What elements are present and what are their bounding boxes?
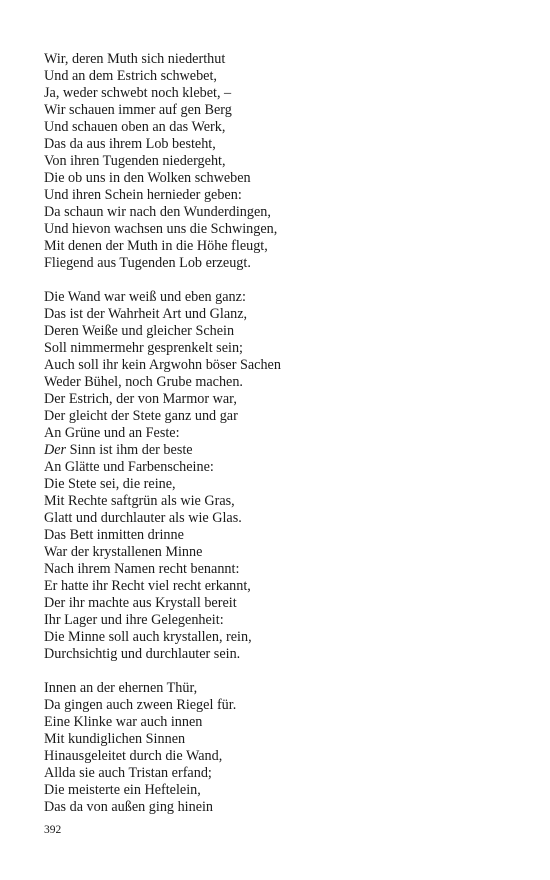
- stanza-3: [44, 680, 514, 816]
- poem-line: Die Minne soll auch krystallen, rein,: [44, 629, 252, 645]
- poem-line: Hinausgeleitet durch die Wand,: [44, 748, 223, 764]
- poem-line: Soll nimmermehr gesprenkelt sein;: [44, 340, 243, 356]
- poem-line: Wir schauen immer auf gen Berg: [44, 102, 232, 118]
- poem-line: Innen an der ehernen Thür,: [44, 680, 198, 696]
- poem-line: Deren Weiße und gleicher Schein: [44, 323, 235, 339]
- poem-line: Allda sie auch Tristan erfand;: [44, 765, 212, 781]
- poem-text: [44, 51, 514, 833]
- stanza-2: [44, 289, 514, 663]
- poem-line: Nach ihrem Namen recht benannt:: [44, 561, 240, 577]
- poem-line: Und hievon wachsen uns die Schwingen,: [44, 221, 278, 237]
- poem-line: Der Estrich, der von Marmor war,: [44, 391, 237, 407]
- poem-line: An Grüne und an Feste:: [44, 425, 180, 441]
- poem-line: Da schaun wir nach den Wunderdingen,: [44, 204, 271, 220]
- poem-line: Und schauen oben an das Werk,: [44, 119, 226, 135]
- poem-line: Ja, weder schwebt noch klebet, –: [44, 85, 232, 101]
- poem-line: War der krystallenen Minne: [44, 544, 203, 560]
- poem-line: Die Wand war weiß und eben ganz:: [44, 289, 246, 305]
- stanza-1: [44, 51, 514, 272]
- poem-line-italic-lead: [44, 442, 514, 459]
- italic-word: Der: [44, 442, 67, 458]
- poem-line: Wir, deren Muth sich niederthut: [44, 51, 226, 67]
- poem-line: Und ihren Schein hernieder geben:: [44, 187, 242, 203]
- poem-line: Das da aus ihrem Lob besteht,: [44, 136, 216, 152]
- poem-line: Die meisterte ein Heftelein,: [44, 782, 201, 798]
- poem-line: Das ist der Wahrheit Art und Glanz,: [44, 306, 248, 322]
- poem-line: Mit Rechte saftgrün als wie Gras,: [44, 493, 235, 509]
- poem-line: Auch soll ihr kein Argwohn böser Sachen: [44, 357, 281, 373]
- poem-line: Da gingen auch zween Riegel für.: [44, 697, 237, 713]
- poem-line: Das da von außen ging hinein: [44, 799, 214, 815]
- poem-line: Mit kundiglichen Sinnen: [44, 731, 186, 747]
- poem-line: Glatt und durchlauter als wie Glas.: [44, 510, 242, 526]
- poem-line: Er hatte ihr Recht viel recht erkannt,: [44, 578, 251, 594]
- poem-line: Durchsichtig und durchlauter sein.: [44, 646, 241, 662]
- poem-line: Eine Klinke war auch innen: [44, 714, 203, 730]
- page-number: 392: [44, 824, 62, 836]
- poem-line: Fliegend aus Tugenden Lob erzeugt.: [44, 255, 251, 271]
- poem-line: Mit denen der Muth in die Höhe fleugt,: [44, 238, 268, 254]
- poem-line: Und an dem Estrich schwebet,: [44, 68, 217, 84]
- poem-line: Die Stete sei, die reine,: [44, 476, 176, 492]
- line-rest: Sinn ist ihm der beste: [66, 442, 193, 458]
- poem-line: Der ihr machte aus Krystall bereit: [44, 595, 237, 611]
- poem-line: Von ihren Tugenden niedergeht,: [44, 153, 226, 169]
- poem-line: An Glätte und Farbenscheine:: [44, 459, 214, 475]
- poem-line: Weder Bühel, noch Grube machen.: [44, 374, 243, 390]
- poem-line: Das Bett inmitten drinne: [44, 527, 184, 543]
- poem-line: Die ob uns in den Wolken schweben: [44, 170, 251, 186]
- poem-line: Der gleicht der Stete ganz und gar: [44, 408, 238, 424]
- poem-line: Ihr Lager und ihre Gelegenheit:: [44, 612, 224, 628]
